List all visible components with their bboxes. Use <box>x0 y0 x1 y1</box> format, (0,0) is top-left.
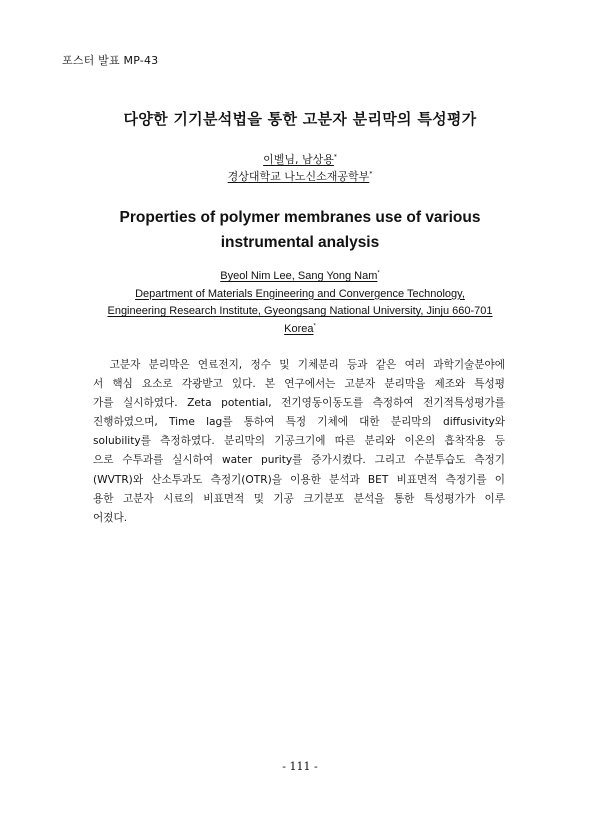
abstract-line: solubility를 측정하였다. 분리막의 기공크기에 따른 분리와 이온의 흡착작용 등 <box>93 435 505 448</box>
korean-affiliation-line <box>0 168 600 185</box>
korean-authors-mark: * <box>333 153 337 161</box>
korean-affiliation: 경상대학교 나노신소재공학부 <box>227 170 370 183</box>
english-authors-mark: * <box>377 270 380 277</box>
abstract-line: 용한 고분자 시료의 비표면적 및 기공 크기분포 분석을 통한 특성평가가 이루 <box>93 492 505 505</box>
abstract-line: 진행하였으며, Time lag를 통하여 특정 기체에 대한 분리막의 diffusivity와 <box>93 416 505 429</box>
english-author-block <box>0 268 600 338</box>
english-authors: Byeol Nim Lee, Sang Yong Nam <box>220 270 378 282</box>
page-number: - 111 - <box>282 760 318 773</box>
english-affiliation-line-2 <box>0 303 600 321</box>
abstract-line: 고분자 분리막은 연료전지, 정수 및 기체분리 등과 같은 여러 과학기술분야에 <box>93 359 505 371</box>
korean-title: 다양한 기기분석법을 통한 고분자 분리막의 특성평가 <box>123 110 477 128</box>
english-title-line-2: instrumental analysis <box>220 234 380 251</box>
english-authors-line <box>0 268 600 286</box>
english-title-line-1: Properties of polymer membranes use of various <box>119 209 481 226</box>
english-title <box>0 205 600 255</box>
poster-session-label: 포스터 발표 MP-43 <box>62 54 159 67</box>
abstract-line: 으로 수투과를 실시하여 water purity를 증가시켰다. 그리고 수분투습도 측정기 <box>93 454 505 467</box>
english-affiliation-line-3 <box>0 321 600 339</box>
abstract-line: 어졌다. <box>93 511 128 524</box>
abstract-line: 서 핵심 요소로 각광받고 있다. 본 연구에서는 고분자 분리막을 제조와 특성평 <box>93 378 505 391</box>
english-affiliation-1: Department of Materials Engineering and Convergence Technology, <box>135 287 465 300</box>
korean-authors-line <box>0 151 600 168</box>
english-affiliation-3: Korea <box>284 322 314 335</box>
english-affiliation-line-1 <box>0 286 600 304</box>
korean-author-block <box>0 151 600 185</box>
korean-affiliation-mark: * <box>369 170 373 178</box>
abstract-body <box>93 356 505 528</box>
korean-authors: 이벨님, 남상용 <box>263 153 334 166</box>
abstract-line: (WVTR)와 산소투과도 측정기(OTR)을 이용한 분석과 BET 비표면적 측정기를 이 <box>93 473 505 486</box>
english-affiliation-2: Engineering Research Institute, Gyeongsang National University, Jinju 660-701 <box>107 305 493 317</box>
abstract-line: 가를 실시하였다. Zeta potential, 전기영동이동도를 측정하여 전기적특성평가를 <box>93 397 505 410</box>
english-affiliation-mark: * <box>313 322 316 329</box>
